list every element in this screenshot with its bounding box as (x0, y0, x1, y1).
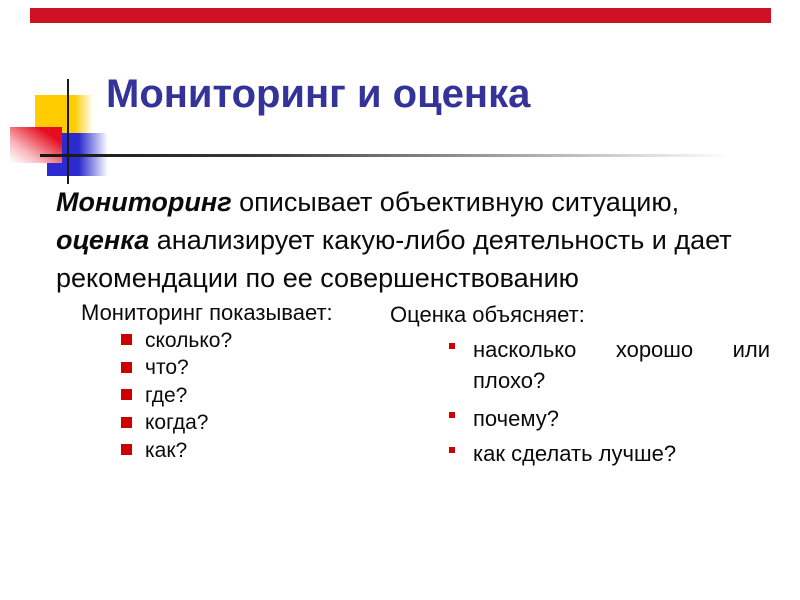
crosshair-vertical-line (67, 79, 69, 184)
bullet-square-icon (121, 417, 132, 428)
title-underline (40, 154, 754, 157)
list-item-line: почему? (473, 406, 559, 431)
list-item (121, 382, 232, 410)
list-item (121, 437, 232, 465)
bullet-square-icon (121, 389, 132, 400)
bullet-square-icon (121, 362, 132, 373)
bullet-square-icon (449, 447, 455, 453)
intro-line1-text: описывает объективную ситуацию, (231, 187, 680, 217)
list-item-label: когда? (145, 411, 209, 435)
list-item (448, 403, 770, 434)
list-item (121, 410, 232, 438)
list-item-label: как? (145, 438, 188, 462)
list-item-label: что? (145, 356, 189, 380)
intro-line2-text: анализирует какую-либо деятельность и дает (149, 225, 732, 255)
red-square-icon (10, 127, 62, 163)
list-item-line: как сделать лучше? (473, 441, 677, 466)
term-evaluation: оценка (56, 225, 150, 255)
list-item-line: насколько хорошо или (473, 337, 770, 362)
intro-paragraph (56, 183, 732, 297)
list-item (448, 438, 770, 469)
monitoring-list-header: Мониторинг показывает: (81, 300, 333, 325)
slide-title: Мониторинг и оценка (106, 72, 531, 116)
list-item-label: где? (145, 383, 188, 407)
bullet-square-icon (121, 444, 132, 455)
list-item (121, 327, 232, 355)
list-item-line: плохо? (473, 368, 546, 393)
top-red-bar (30, 8, 771, 23)
term-monitoring: Мониторинг (56, 187, 232, 217)
evaluation-list-header: Оценка объясняет: (390, 302, 585, 327)
bullet-square-icon (121, 334, 132, 345)
bullet-square-icon (449, 343, 455, 349)
list-item-label: сколько? (145, 328, 233, 352)
list-item (121, 355, 232, 383)
monitoring-list (121, 327, 232, 465)
list-item (448, 334, 770, 396)
intro-line3-text: рекомендации по ее совершенствованию (56, 263, 579, 293)
bullet-square-icon (449, 412, 455, 418)
